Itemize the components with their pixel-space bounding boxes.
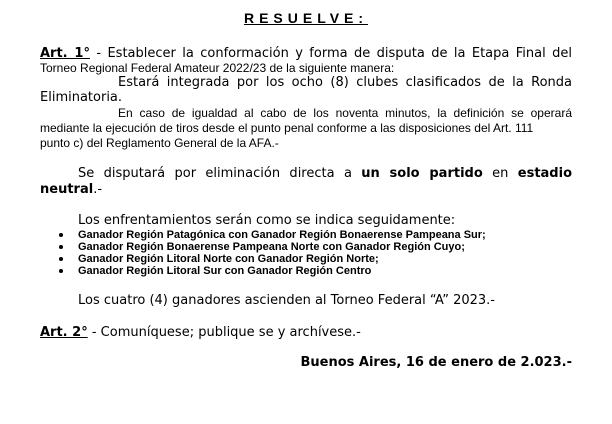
tie-line2: mediante la ejecución de tiros desde el punto penal conforme a las disposiciones del Art. 111 xyxy=(40,121,534,135)
matchup-text: Ganador Región Litoral Sur con Ganador Región Centro xyxy=(78,265,372,277)
bullet-icon xyxy=(59,269,63,273)
matchup-text: Ganador Región Bonaerense Pampeana Norte con Ganador Región Cuyo; xyxy=(78,241,465,253)
art1-line2: Torneo Regional Federal Amateur 2022/23 de la siguiente manera: xyxy=(40,61,395,75)
bullet-icon xyxy=(59,245,63,249)
matchup-item xyxy=(56,229,486,241)
art1-line1 xyxy=(40,46,572,62)
format-line1 xyxy=(78,166,572,182)
signoff-date: Buenos Aires, 16 de enero de 2.023.- xyxy=(300,355,572,370)
tie-line1: En caso de igualdad al cabo de los noventa minutos, la definición se operará xyxy=(118,106,572,120)
matchups-intro: Los enfrentamientos serán como se indica seguidamente: xyxy=(78,213,456,228)
format-neutral: neutral xyxy=(40,182,94,197)
format-pre: Se disputará por eliminación directa a xyxy=(78,166,362,181)
tie-line3: punto c) del Reglamento General de la AFA.- xyxy=(40,136,279,150)
matchup-text: Ganador Región Patagónica con Ganador Región Bonaerense Pampeana Sur; xyxy=(78,229,486,241)
integration-line1: Estará integrada por los ocho (8) clubes clasificados de la Ronda xyxy=(118,75,572,90)
promotion-text: Los cuatro (4) ganadores ascienden al Torneo Federal “A” 2023.- xyxy=(78,293,495,308)
format-stadium: estadio xyxy=(517,166,572,181)
format-single-match: un solo partido xyxy=(361,166,483,181)
art2-line xyxy=(40,325,361,341)
format-mid: en xyxy=(482,166,518,181)
matchup-item xyxy=(56,241,486,253)
integration-line2: Eliminatoria. xyxy=(40,90,123,105)
matchup-text: Ganador Región Litoral Norte con Ganador Región Norte; xyxy=(78,253,379,265)
matchups-list xyxy=(56,229,486,277)
format-end: .- xyxy=(93,182,103,197)
resolution-heading: RESUELVE: xyxy=(243,10,369,26)
art1-label: Art. 1° xyxy=(40,46,90,61)
art2-text: - Comuníquese; publique se y archívese.- xyxy=(87,325,361,340)
art2-label: Art. 2° xyxy=(40,325,88,340)
format-line2 xyxy=(40,182,102,198)
matchup-item xyxy=(56,265,486,277)
bullet-icon xyxy=(59,233,63,237)
art1-intro: - Establecer la conformación y forma de disputa de la Etapa Final del xyxy=(89,46,572,61)
matchup-item xyxy=(56,253,486,265)
bullet-icon xyxy=(59,257,63,261)
